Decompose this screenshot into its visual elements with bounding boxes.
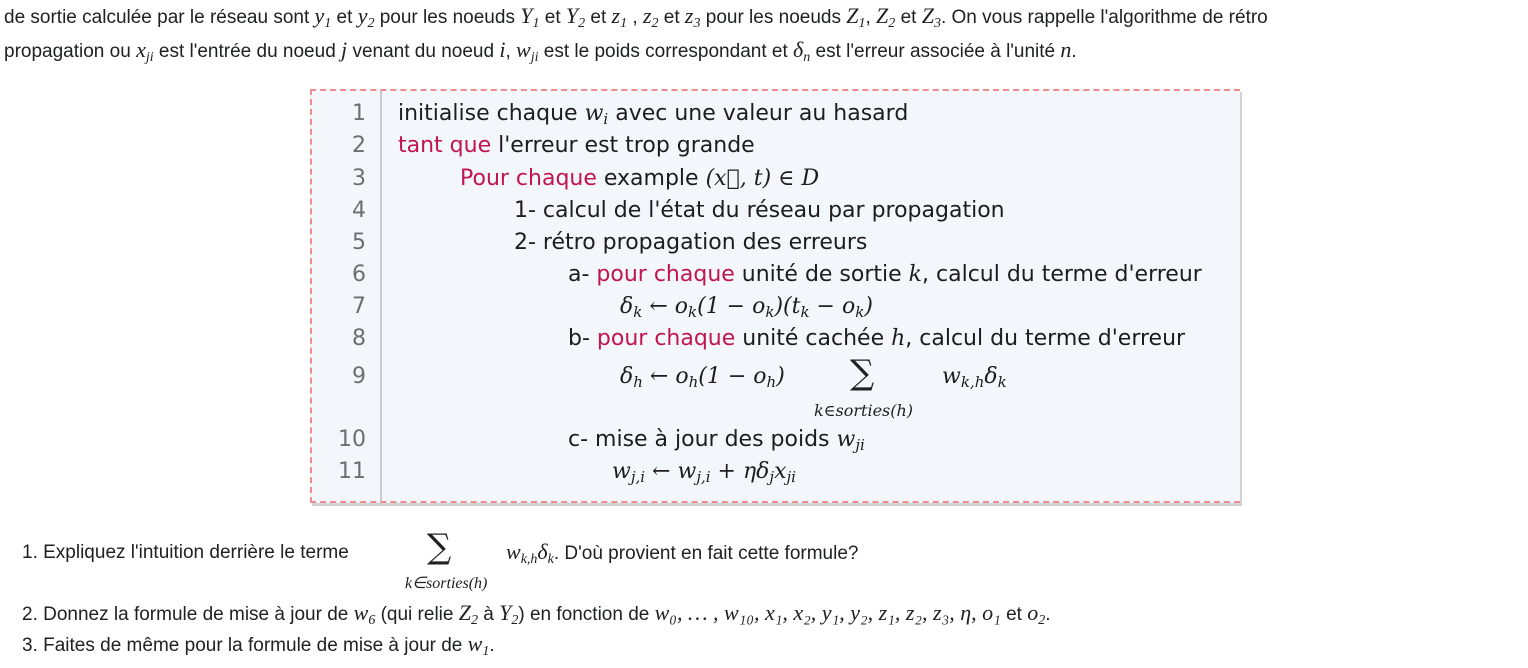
line-number: 7 <box>352 294 366 319</box>
sum-subscript: k∈sorties(h) <box>814 401 914 420</box>
algo-line-3: Pour chaque example (x⃗, t) ∈ D <box>460 166 820 191</box>
line-number: 2 <box>352 133 366 158</box>
line-number: 5 <box>352 230 366 255</box>
algo-line-11: $w_{j,i}$ ← $w_{j,i} + \eta\delta_jx_{ji}$ <box>612 459 796 486</box>
algo-line-4: 1- calcul de l'état du réseau par propagation <box>514 198 1005 223</box>
algo-line-10: c- mise à jour des poids $w_{ji}$ <box>568 427 865 454</box>
question-1-rest: $w_{k,h}\delta_k$. D'où provient en fait cette formule? <box>506 539 859 567</box>
algo-line-6: a- pour chaque unité de sortie k, calcul du terme d'erreur <box>568 262 1202 287</box>
algo-line-1: initialise chaque $w_i$ avec une valeur au hasard <box>398 101 909 128</box>
line-number: 6 <box>352 262 366 287</box>
q1-sum-symbol: ∑ <box>427 527 452 567</box>
line-number: 8 <box>352 326 366 351</box>
keyword: pour chaque <box>596 262 735 287</box>
question-1: 1. Expliquez l'intuition derrière le terme <box>22 542 349 563</box>
algorithm-box <box>310 89 1240 503</box>
q1-sum-subscript: k∈sorties(h) <box>405 575 488 592</box>
line-number-gutter <box>312 91 382 501</box>
line-number: 11 <box>338 459 366 484</box>
algo-line-7: $\delta_k$ ← $o_k(1 - o_k)(t_k - o_k)$ <box>620 294 873 321</box>
algo-line-2: tant que l'erreur est trop grande <box>398 133 755 158</box>
question-3: 3. Faites de même pour la formule de mise à jour de $w_1$. <box>22 631 495 659</box>
algo-line-5: 2- rétro propagation des erreurs <box>514 230 868 255</box>
line-number: 9 <box>352 364 366 389</box>
keyword: tant que <box>398 133 492 158</box>
keyword: Pour chaque <box>460 166 597 191</box>
line-number: 4 <box>352 198 366 223</box>
line-number: 10 <box>338 427 366 452</box>
intro-paragraph <box>4 0 1524 68</box>
intro-line-1: de sortie calculée par le réseau sont $y_1$ et $y_2$ pour les noeuds $Y_1$ et $Y_2$ et $z_1$ , $z_2$ et $z_3$ pour les noeuds $Z_1$, $Z_2$ et $Z_3$. On vous rappelle l'algorithme de rétro <box>4 3 1268 31</box>
sum-symbol: ∑ <box>850 353 875 393</box>
question-2: 2. Donnez la formule de mise à jour de $w_6$ (qui relie $Z_2$ à $Y_2$) en fonction de w₀, … , w₁₀, x₁, x₂, y₁, y₂, z₁, z₂, z₃, η, o₁ et $o_2$. <box>22 600 1051 628</box>
algo-line-9-left: $\delta_h$ ← $o_h(1 - o_h)$ <box>620 364 785 391</box>
algo-line-9-right: $w_{k,h}\delta_k$ <box>942 364 1007 391</box>
algo-line-8: b- pour chaque unité cachée h, calcul du terme d'erreur <box>568 326 1186 351</box>
line-number: 3 <box>352 166 366 191</box>
line-number: 1 <box>352 101 366 126</box>
keyword: pour chaque <box>596 326 736 351</box>
intro-line-2: propagation ou $x_{ji}$ est l'entrée du noeud j venant du noeud i, $w_{ji}$ est le poids correspondant et $\delta_n$ est l'erreur associée à l'unité n. <box>4 37 1077 65</box>
